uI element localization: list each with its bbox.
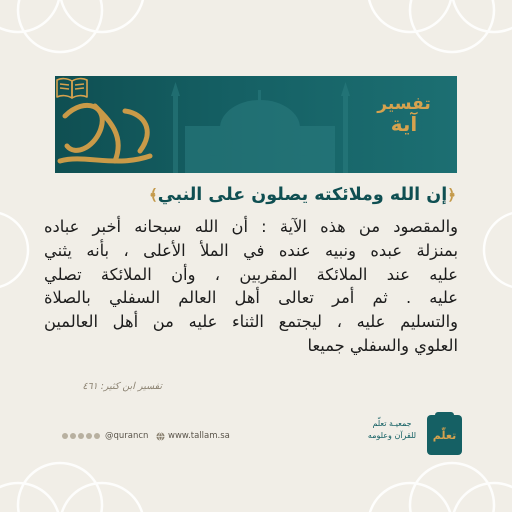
verse-title [150, 182, 456, 208]
website-url[interactable]: www.tallam.sa [168, 431, 230, 441]
org-name-line2: للقرآن وعلومه [367, 431, 417, 440]
header-banner [55, 76, 457, 173]
body-line: العلوي والسفلي جميعا [307, 335, 458, 355]
verse-close-bracket: ﴾ [148, 186, 158, 204]
verse-open-bracket: ﴿ [447, 186, 456, 204]
source-citation: تفسير ابن كثير: ٤٦١ [82, 381, 162, 392]
social-links[interactable] [62, 429, 148, 443]
body-line: بمنزلة عبده ونبيه عنده في الملأ الأعلى ، بأنه يثني [44, 240, 458, 260]
banner-title-line2: آية [390, 111, 418, 136]
tafsir-body [44, 215, 458, 358]
social-icon[interactable] [78, 433, 84, 439]
calligraphy-icon [60, 105, 150, 161]
verse-text: إن الله وملائكته يصلون على النبي [157, 185, 448, 205]
social-icon[interactable] [62, 433, 68, 439]
logo-text: تعلّم [432, 428, 457, 442]
body-line: عليه . ثم أمر تعالى أهل العالم السفلي بالصلاة [44, 288, 458, 308]
open-book-icon [55, 76, 89, 102]
body-line: والمقصود من هذه الآية : أن الله سبحانه أخبر عباده [44, 217, 458, 236]
globe-icon [156, 432, 165, 441]
organization-brand [360, 415, 464, 457]
banner-title-line1: تفسير [377, 94, 431, 114]
body-line: عليه عند الملائكة المقربين ، وأن الملائكة تصلي [44, 264, 458, 284]
social-icon[interactable] [94, 433, 100, 439]
org-name [360, 418, 424, 442]
social-icon[interactable] [86, 433, 92, 439]
website-link[interactable] [156, 429, 230, 443]
social-handle[interactable]: @qurancn [105, 431, 149, 441]
body-line: والتسليم عليه ، ليجتمع الثناء عليه من أهل العالمين [44, 312, 458, 332]
logo-cap [435, 412, 454, 417]
social-icon[interactable] [70, 433, 76, 439]
logo-icon [427, 415, 462, 455]
org-name-line1: جمعيـة تعلّم [372, 419, 412, 428]
banner-title [368, 96, 440, 135]
